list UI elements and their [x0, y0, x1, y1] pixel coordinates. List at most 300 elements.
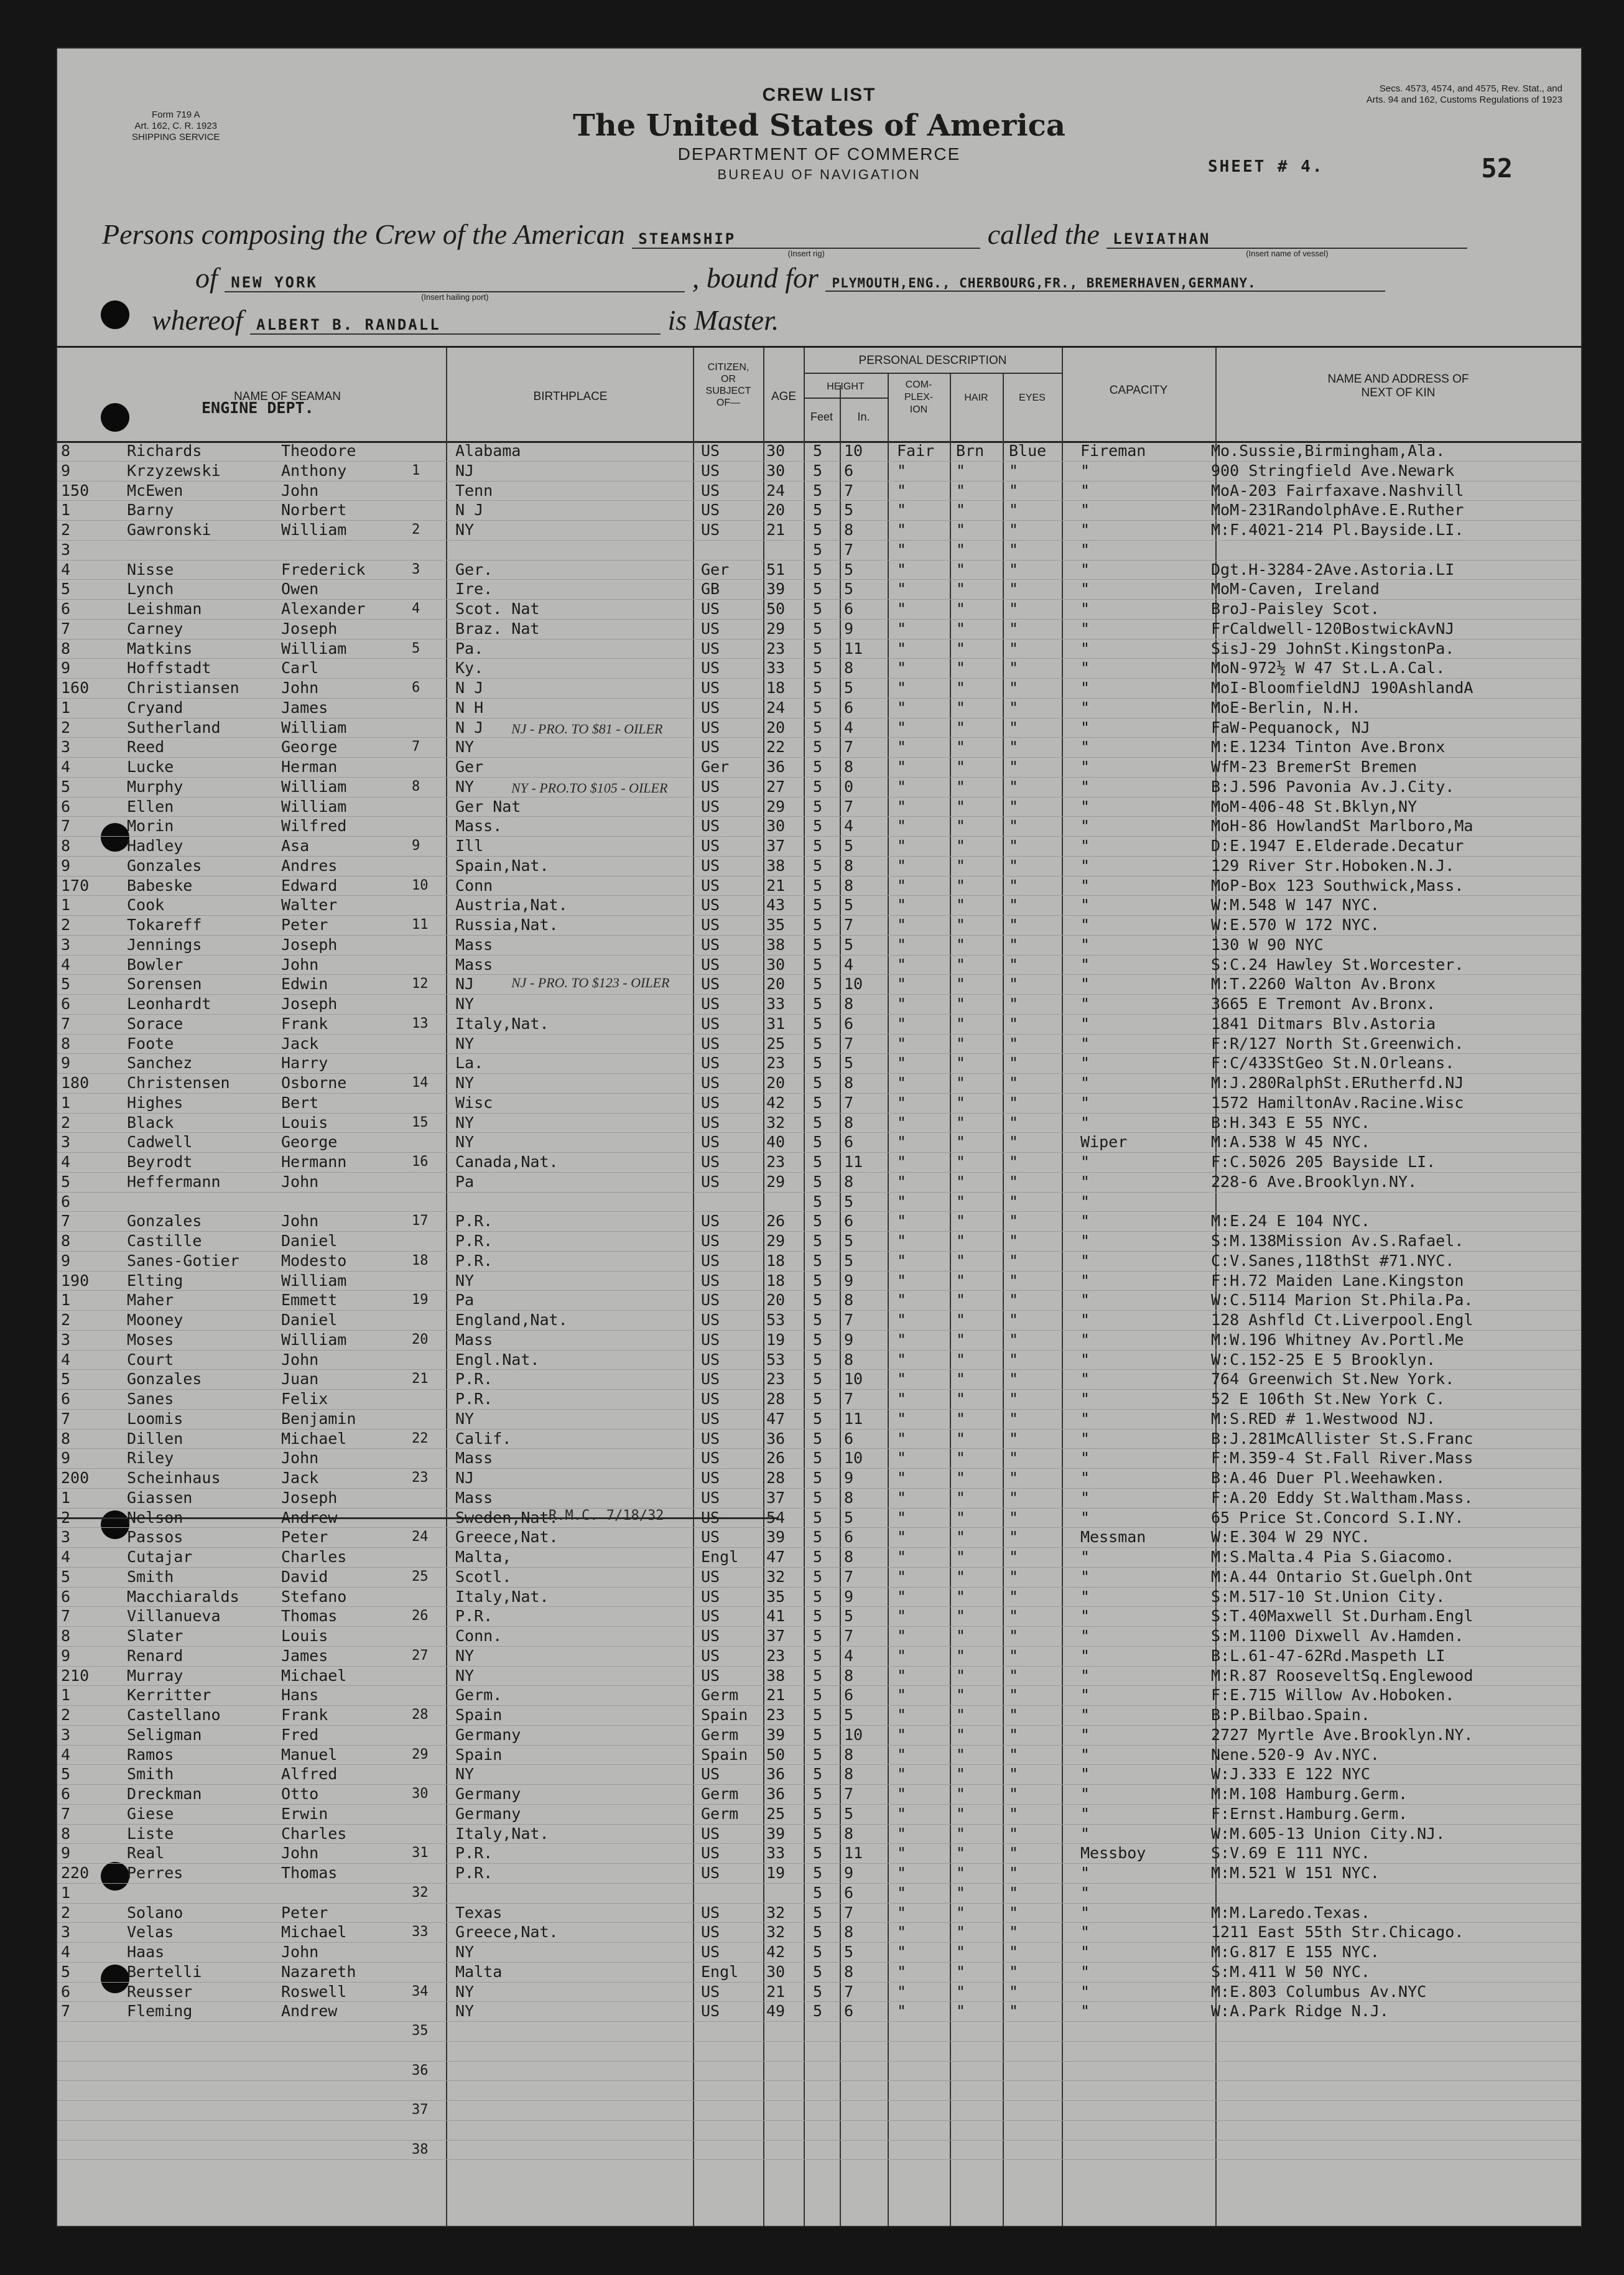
given-name: Roswell [281, 1982, 347, 2001]
surname: Kerritter [127, 1686, 211, 1705]
given-name: Michael [281, 1429, 347, 1448]
birthplace: Calif. [455, 1429, 512, 1448]
given-name: Jack [281, 1034, 319, 1053]
row-number: 9 [61, 659, 71, 677]
next-of-kin: F:M.359-4 St.Fall River.Mass [1211, 1449, 1473, 1468]
hair: " [956, 1824, 966, 1843]
height-feet: 5 [813, 1923, 823, 1942]
line-number: 2 [412, 522, 420, 537]
given-name: Joseph [281, 619, 338, 638]
next-of-kin: B:P.Bilbao.Spain. [1211, 1706, 1370, 1724]
eyes: " [1009, 1192, 1019, 1211]
citizenship: US [701, 1232, 720, 1250]
crew-list-sheet [57, 49, 1581, 2226]
capacity: " [1080, 639, 1090, 658]
height-inches: 5 [844, 1054, 854, 1072]
eyes: " [1009, 935, 1019, 954]
line-number: 32 [412, 1884, 429, 1900]
row-number: 1 [61, 1883, 71, 1902]
hair: " [956, 1093, 966, 1112]
age: 18 [766, 1271, 786, 1290]
birthplace: Malta [455, 1962, 503, 1981]
row-number: 5 [61, 1765, 71, 1784]
citizenship: US [701, 1587, 720, 1606]
hair: " [956, 501, 966, 519]
age: 30 [766, 817, 786, 835]
surname: Bertelli [127, 1962, 202, 1981]
next-of-kin: F:C.5026 205 Bayside LI. [1211, 1153, 1436, 1171]
line-number: 5 [412, 640, 420, 656]
hair: " [956, 876, 966, 895]
height-inches: 6 [844, 1686, 854, 1705]
persons-label: Persons composing the Crew of the American [102, 218, 625, 250]
next-of-kin: 52 E 106th St.New York C. [1211, 1390, 1445, 1408]
next-of-kin: 129 River Str.Hoboken.N.J. [1211, 856, 1455, 875]
table-row [57, 974, 1581, 995]
capacity: " [1080, 1350, 1090, 1369]
complexion: " [897, 1607, 907, 1626]
line-number: 28 [412, 1707, 429, 1723]
row-number: 6 [61, 1390, 71, 1408]
given-name: David [281, 1567, 328, 1586]
surname: Cook [127, 896, 165, 914]
citizenship: US [701, 1291, 720, 1310]
complexion: " [897, 461, 907, 480]
capacity: " [1080, 1548, 1090, 1566]
eyes: " [1009, 1390, 1019, 1408]
height-feet: 5 [813, 1785, 823, 1803]
complexion: " [897, 1153, 907, 1171]
table-row [57, 1093, 1581, 1114]
capacity: Wiper [1080, 1133, 1128, 1151]
given-name: Herman [281, 758, 338, 776]
hair: " [956, 1212, 966, 1231]
row-number: 5 [61, 1567, 71, 1586]
line-number: 36 [412, 2062, 429, 2078]
age: 26 [766, 1449, 786, 1468]
complexion: " [897, 521, 907, 539]
complexion: " [897, 1646, 907, 1665]
surname: Liste [127, 1824, 174, 1843]
capacity: " [1080, 1370, 1090, 1389]
given-name: Michael [281, 1666, 347, 1685]
surname: Leishman [127, 600, 202, 618]
age: 36 [766, 1429, 786, 1448]
surname: Murray [127, 1666, 183, 1685]
table-row [57, 1922, 1581, 1943]
height-inches: 9 [844, 1587, 854, 1606]
table-row [57, 1863, 1581, 1884]
capacity: " [1080, 679, 1090, 697]
hair: " [956, 1706, 966, 1724]
height-inches: 5 [844, 1706, 854, 1724]
hair: " [956, 1133, 966, 1151]
complexion: " [897, 2002, 907, 2021]
hair: " [956, 1923, 966, 1942]
capacity: " [1080, 1390, 1090, 1408]
hair: " [956, 2002, 966, 2021]
birthplace: Wisc [455, 1093, 493, 1112]
birthplace: Braz. Nat [455, 619, 540, 638]
age: 21 [766, 1686, 786, 1705]
hair: " [956, 1251, 966, 1270]
height-inches: 5 [844, 560, 854, 579]
birthplace: Mass [455, 935, 493, 954]
col-personal: PERSONAL DESCRIPTION [858, 354, 1007, 367]
height-feet: 5 [813, 1725, 823, 1744]
complexion: " [897, 679, 907, 697]
surname: Krzyzewski [127, 461, 221, 480]
citizenship: US [701, 1054, 720, 1072]
height-inches: 8 [844, 1666, 854, 1685]
table-row [57, 1152, 1581, 1173]
eyes: " [1009, 817, 1019, 835]
eyes: " [1009, 975, 1019, 993]
given-name: William [281, 639, 347, 658]
birthplace: P.R. [455, 1370, 493, 1389]
age: 30 [766, 442, 786, 460]
height-feet: 5 [813, 1548, 823, 1566]
table-row [57, 757, 1581, 778]
height-inches: 5 [844, 1251, 854, 1270]
height-inches: 10 [844, 442, 863, 460]
complexion: " [897, 837, 907, 855]
row-number: 150 [61, 481, 90, 500]
row-number: 7 [61, 1212, 71, 1231]
height-feet: 5 [813, 738, 823, 756]
birthplace: NY [455, 1765, 475, 1784]
complexion: " [897, 1725, 907, 1744]
birthplace: Mass [455, 1330, 493, 1349]
given-name: Alfred [281, 1765, 338, 1784]
next-of-kin: B:A.46 Duer Pl.Weehawken. [1211, 1469, 1445, 1487]
age: 19 [766, 1330, 786, 1349]
eyes: Blue [1009, 442, 1047, 460]
next-of-kin: W:E.304 W 29 NYC. [1211, 1528, 1370, 1547]
complexion: " [897, 1429, 907, 1448]
citizenship: US [701, 461, 720, 480]
age: 35 [766, 1587, 786, 1606]
capacity: " [1080, 1824, 1090, 1843]
table-row [57, 2080, 1581, 2101]
height-feet: 5 [813, 619, 823, 638]
capacity: " [1080, 461, 1090, 480]
citizenship: US [701, 698, 720, 717]
height-feet: 5 [813, 797, 823, 816]
birthplace: Germany [455, 1804, 521, 1823]
next-of-kin: 1841 Ditmars Blv.Astoria [1211, 1014, 1436, 1033]
height-feet: 5 [813, 1587, 823, 1606]
given-name: John [281, 1212, 319, 1231]
height-feet: 5 [813, 1409, 823, 1428]
citizenship: US [701, 995, 720, 1013]
birthplace: Greece,Nat. [455, 1923, 559, 1942]
hair: " [956, 935, 966, 954]
next-of-kin: 2727 Myrtle Ave.Brooklyn.NY. [1211, 1725, 1473, 1744]
row-number: 8 [61, 1627, 71, 1645]
age: 23 [766, 1370, 786, 1389]
complexion: " [897, 777, 907, 796]
birthplace: Spain [455, 1745, 503, 1764]
col-inches: In. [857, 411, 870, 423]
height-inches: 8 [844, 1488, 854, 1507]
table-row [57, 2140, 1581, 2161]
age: 22 [766, 738, 786, 756]
age: 23 [766, 1706, 786, 1724]
crew-table [57, 346, 1581, 2226]
line-number: 14 [412, 1075, 429, 1091]
height-inches: 8 [844, 1962, 854, 1981]
row-number: 3 [61, 1725, 71, 1744]
birthplace: Italy,Nat. [455, 1014, 549, 1033]
surname: Ellen [127, 797, 174, 816]
row-number: 220 [61, 1864, 90, 1882]
height-feet: 5 [813, 1251, 823, 1270]
given-name: John [281, 1844, 319, 1863]
height-inches: 5 [844, 1508, 854, 1527]
eyes: " [1009, 1014, 1019, 1033]
row-number: 3 [61, 540, 71, 559]
eyes: " [1009, 1627, 1019, 1645]
birthplace: Austria,Nat. [455, 896, 568, 914]
surname: Court [127, 1350, 174, 1369]
given-name: John [281, 1449, 319, 1468]
table-row [57, 955, 1581, 975]
table-row [57, 1982, 1581, 2003]
age: 42 [766, 1093, 786, 1112]
age: 26 [766, 1212, 786, 1231]
table-row [57, 481, 1581, 501]
row-number: 2 [61, 718, 71, 737]
eyes: " [1009, 600, 1019, 618]
height-inches: 6 [844, 1528, 854, 1547]
birthplace: NY [455, 1034, 475, 1053]
next-of-kin: FrCaldwell-120BostwickAvNJ [1211, 619, 1455, 638]
capacity: " [1080, 1646, 1090, 1665]
hair: " [956, 481, 966, 500]
surname: Elting [127, 1271, 183, 1290]
next-of-kin: M:E.24 E 104 NYC. [1211, 1212, 1370, 1231]
capacity: Messboy [1080, 1844, 1146, 1863]
table-row [57, 461, 1581, 482]
complexion: " [897, 1666, 907, 1685]
height-feet: 5 [813, 975, 823, 993]
surname: Velas [127, 1923, 174, 1942]
height-inches: 7 [844, 1034, 854, 1053]
given-name: Wilfred [281, 817, 347, 835]
next-of-kin: 130 W 90 NYC [1211, 935, 1324, 954]
hair: " [956, 1982, 966, 2001]
complexion: " [897, 1409, 907, 1428]
table-row [57, 1685, 1581, 1706]
age: 20 [766, 1291, 786, 1310]
hair: " [956, 521, 966, 539]
height-feet: 5 [813, 1706, 823, 1724]
complexion: " [897, 1903, 907, 1922]
height-feet: 5 [813, 1370, 823, 1389]
height-inches: 8 [844, 1350, 854, 1369]
hair: Brn [956, 442, 985, 460]
height-feet: 5 [813, 698, 823, 717]
next-of-kin: 3665 E Tremont Av.Bronx. [1211, 995, 1436, 1013]
capacity: " [1080, 1804, 1090, 1823]
birthplace: Tenn [455, 481, 493, 500]
line-number: 31 [412, 1845, 429, 1861]
surname: Slater [127, 1627, 183, 1645]
age: 37 [766, 1627, 786, 1645]
citizenship: US [701, 1350, 720, 1369]
birthplace: Mass [455, 1488, 493, 1507]
capacity: " [1080, 501, 1090, 519]
citizenship: US [701, 1646, 720, 1665]
capacity: " [1080, 1706, 1090, 1724]
next-of-kin: C:V.Sanes,118thSt #71.NYC. [1211, 1251, 1455, 1270]
given-name: Andrew [281, 2002, 338, 2021]
height-inches: 11 [844, 1844, 863, 1863]
eyes: " [1009, 1488, 1019, 1507]
table-row [57, 1725, 1581, 1746]
section-label: ENGINE DEPT. [202, 399, 314, 417]
complexion: " [897, 797, 907, 816]
surname: Passos [127, 1528, 183, 1547]
eyes: " [1009, 1330, 1019, 1349]
given-name: John [281, 955, 319, 974]
row-number: 6 [61, 1587, 71, 1606]
table-row [57, 1903, 1581, 1924]
table-row [57, 2061, 1581, 2082]
complexion: " [897, 1508, 907, 1527]
citizenship: US [701, 975, 720, 993]
line-number: 27 [412, 1647, 429, 1663]
row-number: 1 [61, 1686, 71, 1705]
table-row [57, 1350, 1581, 1370]
birthplace: Germany [455, 1785, 521, 1803]
next-of-kin: W:C.5114 Marion St.Phila.Pa. [1211, 1291, 1473, 1310]
height-inches: 8 [844, 1923, 854, 1942]
height-feet: 5 [813, 1291, 823, 1310]
surname: Smith [127, 1567, 174, 1586]
surname: Beyrodt [127, 1153, 193, 1171]
capacity: " [1080, 1666, 1090, 1685]
capacity: " [1080, 1587, 1090, 1606]
complexion: " [897, 1291, 907, 1310]
given-name: Thomas [281, 1607, 338, 1626]
surname: Dreckman [127, 1785, 202, 1803]
citizenship: US [701, 955, 720, 974]
row-number: 2 [61, 1903, 71, 1922]
height-inches: 5 [844, 1192, 854, 1211]
citizenship: Spain [701, 1706, 748, 1724]
complexion: " [897, 1232, 907, 1250]
birthplace: NY [455, 521, 475, 539]
eyes: " [1009, 501, 1019, 519]
table-row [57, 560, 1581, 580]
hair: " [956, 619, 966, 638]
row-number: 5 [61, 1172, 71, 1191]
birthplace: NY [455, 1113, 475, 1132]
height-feet: 5 [813, 1014, 823, 1033]
age: 35 [766, 916, 786, 934]
age: 31 [766, 1014, 786, 1033]
complexion: " [897, 817, 907, 835]
citizenship: US [701, 817, 720, 835]
eyes: " [1009, 1943, 1019, 1961]
next-of-kin: 65 Price St.Concord S.I.NY. [1211, 1508, 1464, 1527]
capacity: " [1080, 1765, 1090, 1784]
age: 23 [766, 1054, 786, 1072]
next-of-kin: D:E.1947 E.Elderade.Decatur [1211, 837, 1464, 855]
birthplace: Germany [455, 1725, 521, 1744]
col-eyes: EYES [1019, 393, 1046, 403]
row-number: 9 [61, 1251, 71, 1270]
capacity: " [1080, 1943, 1090, 1961]
row-number: 4 [61, 560, 71, 579]
citizenship: US [701, 521, 720, 539]
age: 32 [766, 1903, 786, 1922]
surname: Dillen [127, 1429, 183, 1448]
row-number: 200 [61, 1469, 90, 1487]
line-number: 34 [412, 1983, 429, 1999]
given-name: William [281, 1330, 347, 1349]
height-inches: 5 [844, 837, 854, 855]
surname: Carney [127, 619, 183, 638]
surname: Macchiaralds [127, 1587, 239, 1606]
height-inches: 5 [844, 580, 854, 598]
hair: " [956, 1113, 966, 1132]
birthplace: NY [455, 1409, 475, 1428]
height-feet: 5 [813, 1488, 823, 1507]
height-feet: 5 [813, 540, 823, 559]
next-of-kin: FaW-Pequanock, NJ [1211, 718, 1370, 737]
citizenship: US [701, 1153, 720, 1171]
height-inches: 8 [844, 1074, 854, 1092]
hair: " [956, 1804, 966, 1823]
citizenship: US [701, 1765, 720, 1784]
row-number: 8 [61, 1232, 71, 1250]
height-inches: 10 [844, 1725, 863, 1744]
eyes: " [1009, 1093, 1019, 1112]
eyes: " [1009, 1646, 1019, 1665]
table-row [57, 639, 1581, 659]
table-row [57, 1389, 1581, 1410]
table-row [57, 540, 1581, 561]
hair: " [956, 1686, 966, 1705]
hair: " [956, 1350, 966, 1369]
complexion: " [897, 1785, 907, 1803]
given-name: John [281, 481, 319, 500]
table-row [57, 1764, 1581, 1785]
row-number: 5 [61, 975, 71, 993]
capacity: " [1080, 698, 1090, 717]
next-of-kin: F:H.72 Maiden Lane.Kingston [1211, 1271, 1464, 1290]
birthplace: NY [455, 1646, 475, 1665]
complexion: " [897, 975, 907, 993]
birthplace: NY [455, 777, 475, 796]
surname: Cadwell [127, 1133, 193, 1151]
height-inches: 8 [844, 659, 854, 677]
table-row [57, 895, 1581, 916]
eyes: " [1009, 1370, 1019, 1389]
row-number: 9 [61, 461, 71, 480]
hair: " [956, 1962, 966, 1981]
next-of-kin: M:J.280RalphSt.ERutherfd.NJ [1211, 1074, 1464, 1092]
complexion: " [897, 1686, 907, 1705]
line-number: 6 [412, 680, 420, 696]
complexion: " [897, 1962, 907, 1981]
height-inches: 7 [844, 1390, 854, 1408]
next-of-kin: W:E.570 W 172 NYC. [1211, 916, 1380, 934]
complexion: " [897, 1824, 907, 1843]
